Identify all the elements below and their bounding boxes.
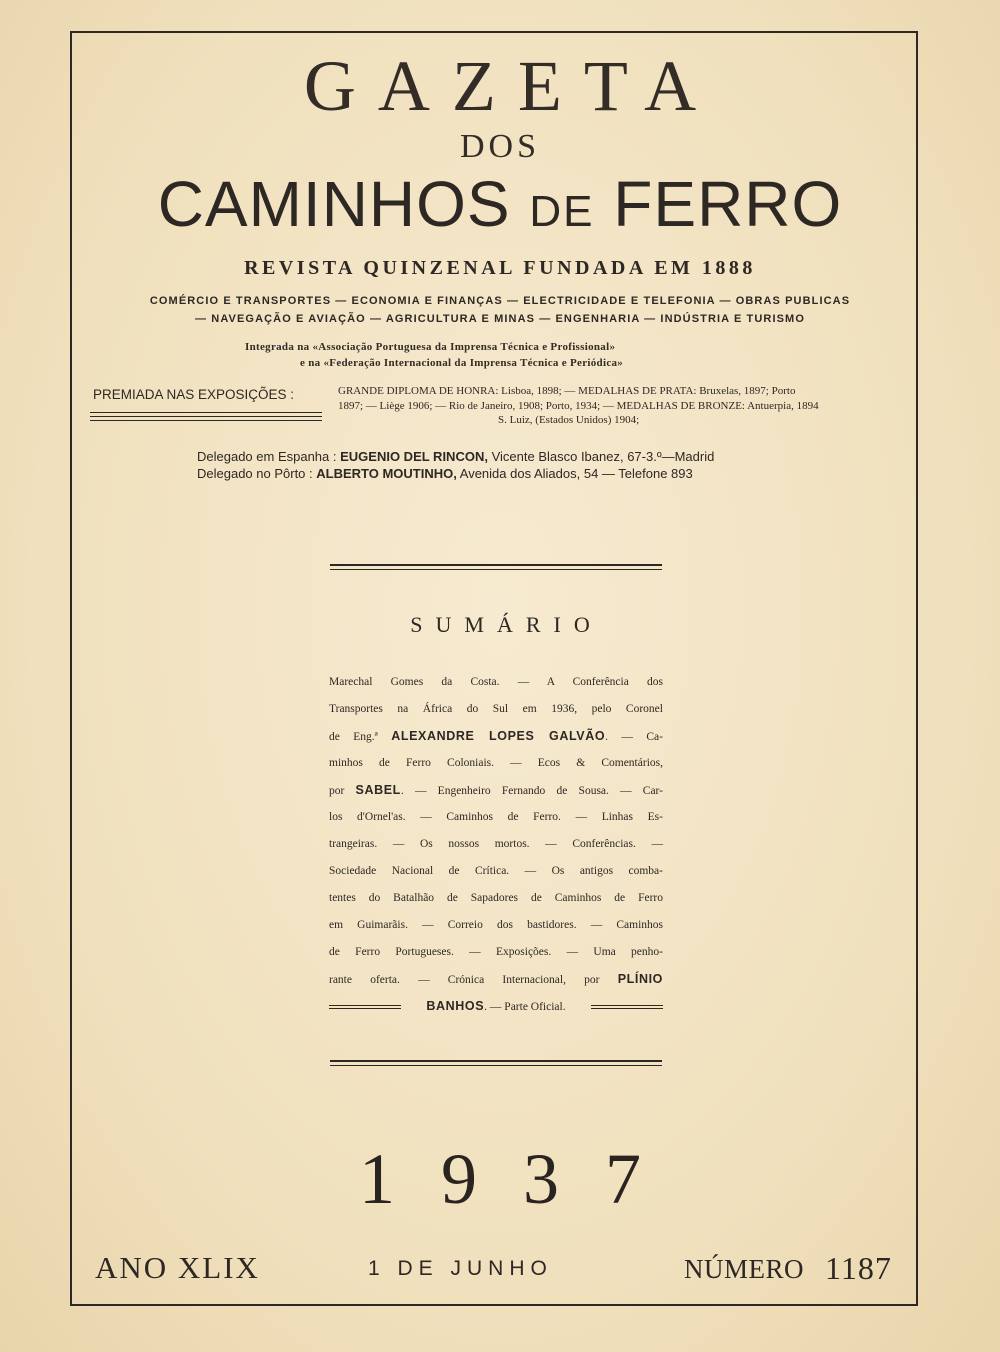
sumario-line: por SABEL. — Engenheiro Fernando de Sousa. — Car- <box>329 783 663 797</box>
issue-date: 1 DE JUNHO <box>368 1257 553 1280</box>
sumario-end-ornament-right <box>591 1005 663 1011</box>
numero-label: NÚMERO <box>684 1254 805 1284</box>
sumario-line: de Eng.ª ALEXANDRE LOPES GALVÃO. — Ca- <box>329 729 663 743</box>
sumario-line: trangeiras. — Os nossos mortos. — Conferências. — <box>329 838 663 850</box>
delegado-espanha <box>197 449 714 464</box>
sumario-line: minhos de Ferro Coloniais. — Ecos & Comentários, <box>329 757 663 769</box>
divider-bottom <box>330 1060 662 1066</box>
premiada-underline <box>90 412 322 424</box>
delegado-porto <box>197 466 693 481</box>
title-gazeta: GAZETA <box>303 46 719 126</box>
delegado-porto-address: Avenida dos Aliados, 54 — Telefone 893 <box>459 466 693 481</box>
numero-value: 1187 <box>825 1250 892 1286</box>
premiada-line-3: S. Luiz, (Estados Unidos) 1904; <box>498 414 640 426</box>
integrada-line-2: e na «Federação Internacional da Imprensa Técnica e Periódica» <box>300 357 624 369</box>
sumario-end-ornament-left <box>329 1005 401 1011</box>
delegado-espanha-address: Vicente Blasco Ibanez, 67-3.º—Madrid <box>491 449 715 464</box>
sumario-last-line: BANHOS. — Parte Oficial. <box>426 999 566 1013</box>
year: 1937 <box>359 1139 687 1219</box>
title-caminhos-de-ferro <box>0 168 1000 240</box>
sumario-line: Marechal Gomes da Costa. — A Conferência dos <box>329 676 663 688</box>
premiada-line-1: GRANDE DIPLOMA DE HONRA: Lisboa, 1898; — MEDALHAS DE PRATA: Bruxelas, 1897; Porto <box>338 385 796 397</box>
delegado-espanha-label: Delegado em Espanha : <box>197 449 337 464</box>
title-dos: DOS <box>459 128 541 165</box>
sumario-line: rante oferta. — Crónica Internacional, por PLÍNIO <box>329 972 663 986</box>
ano-label: ANO XLIX <box>95 1250 260 1285</box>
sumario-line: de Ferro Portugueses. — Exposições. — Uma penho- <box>329 946 663 958</box>
sumario-line: los d'Ornel'as. — Caminhos de Ferro. — Linhas Es- <box>329 811 663 823</box>
title-de: DE <box>529 187 595 236</box>
delegado-porto-label: Delegado no Pôrto : <box>197 466 313 481</box>
topics-line-1: COMÉRCIO E TRANSPORTES — ECONOMIA E FINANÇAS — ELECTRICIDADE E TELEFONIA — OBRAS PUBLICAS <box>149 295 851 307</box>
premiada-label: PREMIADA NAS EXPOSIÇÕES : <box>93 387 295 402</box>
sumario-heading: SUMÁRIO <box>410 612 603 637</box>
sumario-text <box>329 672 663 1023</box>
delegado-espanha-name: EUGENIO DEL RINCON, <box>340 449 488 464</box>
topics-line-2: — NAVEGAÇÃO E AVIAÇÃO — AGRICULTURA E MINAS — ENGENHARIA — INDÚSTRIA E TURISMO <box>195 313 805 325</box>
title-ferro: FERRO <box>613 168 843 240</box>
premiada-line-2: 1897; — Liège 1906; — Rio de Janeiro, 1908; Porto, 1934; — MEDALHAS DE BRONZE: Antuerpia, 1894 <box>338 399 819 412</box>
sumario-line: Transportes na África do Sul em 1936, pelo Coronel <box>329 703 663 715</box>
sumario-line: tentes do Batalhão de Sapadores de Caminhos de Ferro <box>329 892 663 904</box>
premiada-awards <box>338 384 900 428</box>
integrada-line-1: Integrada na «Associação Portuguesa da Imprensa Técnica e Profissional» <box>245 341 616 353</box>
sumario-line: Sociedade Nacional de Crítica. — Os antigos comba- <box>329 865 663 877</box>
subtitle: REVISTA QUINZENAL FUNDADA EM 1888 <box>244 257 756 279</box>
divider-top <box>330 564 662 570</box>
title-caminhos: CAMINHOS <box>157 168 511 240</box>
sumario-line: em Guimarãis. — Correio dos bastidores. — Caminhos <box>329 919 663 931</box>
delegado-porto-name: ALBERTO MOUTINHO, <box>316 466 457 481</box>
